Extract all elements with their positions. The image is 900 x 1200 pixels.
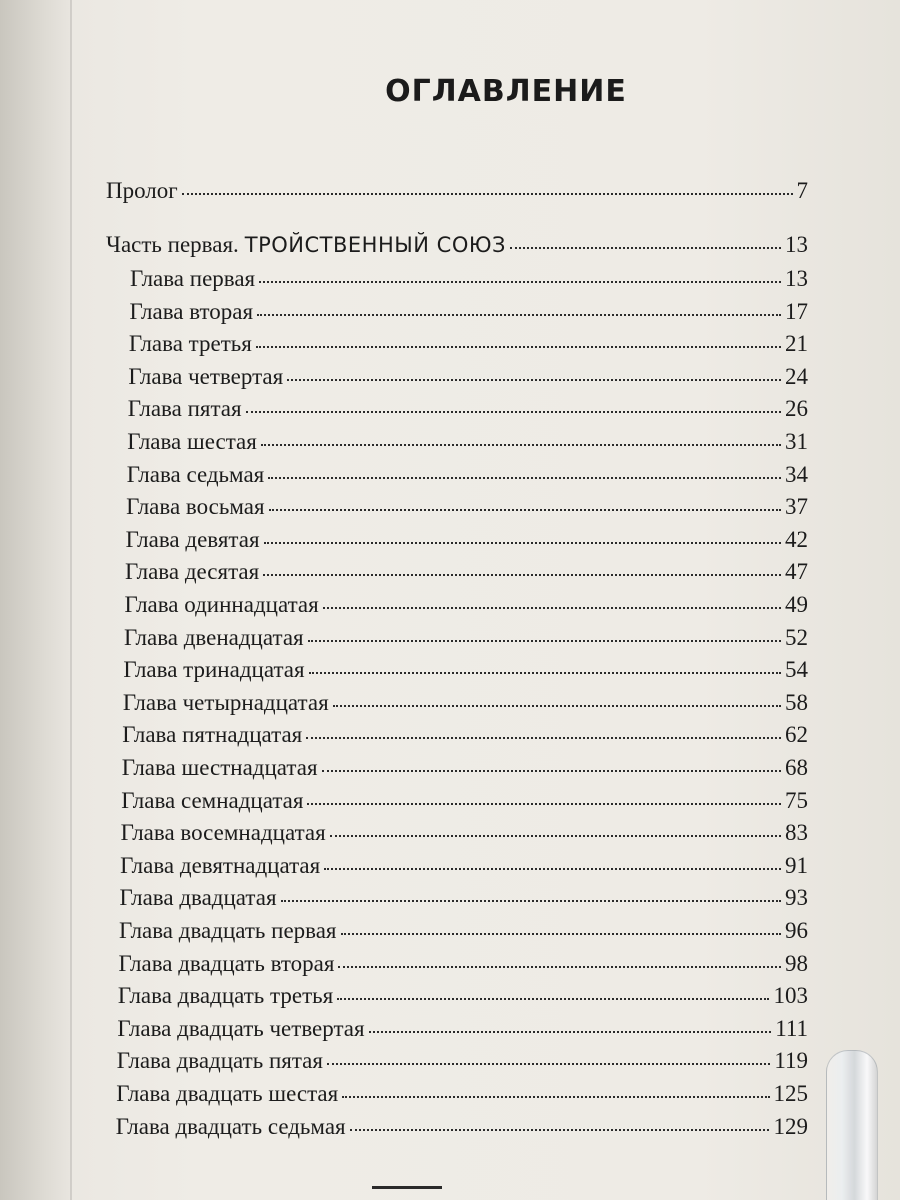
toc-entry-label	[129, 331, 252, 357]
toc-entry-label	[128, 396, 242, 422]
toc-page-number: 129	[773, 1113, 808, 1139]
toc-entry-label	[116, 1114, 346, 1140]
page-gutter	[0, 0, 72, 1200]
toc-entry-label	[122, 755, 318, 781]
toc-entry-text: Глава двадцатая	[119, 885, 277, 911]
toc-page-number: 111	[775, 1015, 808, 1041]
toc-dot-leader	[256, 346, 781, 348]
toc-dot-leader	[263, 574, 781, 576]
toc-page-number: 58	[784, 689, 808, 715]
toc-dot-leader	[269, 509, 781, 511]
toc-entry	[126, 527, 808, 559]
toc-entry-label	[130, 266, 255, 292]
toc-entry-text: Глава одиннадцатая	[124, 592, 319, 617]
toc-dot-leader	[268, 477, 781, 479]
toc-dot-leader	[309, 672, 781, 674]
toc-dot-leader	[264, 542, 781, 544]
toc-page-number: 119	[774, 1048, 808, 1074]
toc-entry	[130, 266, 808, 298]
toc-entry-label	[120, 853, 320, 879]
toc-dot-leader	[337, 998, 769, 1000]
toc-page-number: 47	[784, 559, 808, 585]
toc-entry-label	[120, 885, 277, 911]
toc-page-number: 21	[784, 331, 808, 357]
toc-dot-leader	[322, 770, 781, 772]
toc-dot-leader	[306, 737, 781, 739]
toc-entry	[118, 951, 808, 983]
toc-entry-text: Глава девятая	[125, 526, 260, 552]
toc-entry-label	[123, 657, 304, 683]
toc-entry	[117, 1048, 808, 1080]
toc-entry-label	[126, 494, 264, 520]
toc-entry-text: Глава восемнадцатая	[120, 820, 326, 846]
toc-dot-leader	[259, 281, 781, 283]
toc-page-number: 103	[773, 983, 808, 1009]
toc-dot-leader	[281, 900, 781, 902]
toc-entry-label	[127, 429, 257, 455]
toc-entry	[127, 462, 808, 494]
toc-dot-leader	[510, 247, 781, 249]
toc-dot-leader	[369, 1031, 772, 1033]
toc-entry-text: Глава седьмая	[126, 461, 265, 487]
toc-entry-label	[124, 625, 304, 651]
toc-entry	[122, 755, 808, 787]
toc-page-number: 93	[784, 885, 808, 911]
footer-rule	[372, 1186, 442, 1189]
toc-entry	[119, 918, 808, 950]
toc-entry	[116, 1114, 808, 1146]
toc-page-number: 62	[784, 722, 808, 748]
toc-dot-leader	[330, 835, 781, 837]
toc-page-number: 49	[785, 592, 808, 617]
toc-entry-text: Глава вторая	[129, 298, 254, 324]
toc-page-number: 52	[784, 624, 808, 650]
toc-entry-text: Глава четырнадцатая	[122, 689, 329, 715]
toc-part-title: ТРОЙСТВЕННЫЙ СОЮЗ	[244, 233, 506, 257]
toc-dot-leader	[342, 1096, 769, 1098]
toc-entry-label	[122, 722, 302, 748]
toc-entry-label	[125, 592, 319, 618]
toc-page-number: 37	[784, 494, 808, 520]
toc-dot-leader	[323, 607, 781, 609]
toc-entry-label	[117, 1048, 323, 1074]
toc-entry-text: Глава семнадцатая	[121, 787, 304, 813]
toc-dot-leader	[327, 1063, 770, 1065]
toc-entry-label	[117, 1016, 364, 1042]
toc-entry-text: Глава двенадцатая	[123, 624, 304, 650]
toc-entry-label	[106, 178, 178, 204]
toc-entry-text: Глава пятая	[127, 396, 242, 422]
toc-entry-text: Глава шестнадцатая	[121, 755, 318, 780]
toc-entry-text: Глава пятнадцатая	[122, 722, 303, 748]
toc-page-number: 26	[784, 396, 808, 422]
toc-dot-leader	[341, 933, 781, 935]
toc-entry	[125, 559, 808, 591]
toc-entry-text: Глава тринадцатая	[123, 657, 305, 683]
toc-entry-text: Глава восьмая	[126, 494, 265, 520]
toc-entry-label	[126, 527, 260, 553]
toc-dot-leader	[308, 640, 781, 642]
toc-entry-label	[118, 951, 334, 977]
toc-entry-label	[119, 918, 337, 944]
toc-entry-text: Пролог	[106, 178, 178, 203]
toc-entry	[121, 788, 808, 820]
toc-entry-text: Глава двадцать шестая	[116, 1081, 339, 1106]
toc-entry	[122, 722, 808, 754]
plastic-bookmark	[826, 1050, 878, 1200]
toc-entry	[120, 853, 808, 885]
toc-entry-label	[118, 983, 333, 1009]
toc-dot-leader	[333, 705, 781, 707]
toc-page-number: 17	[784, 298, 808, 324]
toc-page-number: 125	[773, 1081, 808, 1106]
toc-dot-leader	[287, 379, 781, 381]
toc-page-number: 42	[784, 526, 808, 552]
toc-entry	[129, 299, 808, 331]
toc-dot-leader	[350, 1129, 770, 1131]
toc-page-number: 24	[784, 363, 808, 389]
toc-entry-text: Глава первая	[130, 266, 256, 291]
toc-page-number: 54	[784, 657, 808, 683]
toc-page-number: 31	[785, 429, 808, 454]
toc-entry	[129, 331, 808, 363]
toc-page-number: 34	[784, 461, 808, 487]
toc-entry-label	[121, 820, 326, 846]
toc-entry-label	[123, 690, 329, 716]
toc-entry	[126, 494, 808, 526]
toc-entry-label	[128, 364, 283, 390]
toc-entry	[128, 364, 808, 396]
toc-entry	[123, 657, 808, 689]
toc-page-number: 68	[785, 755, 808, 780]
toc-page-number: 75	[784, 787, 808, 813]
toc-entry-text: Глава двадцать четвертая	[117, 1015, 365, 1041]
toc-entry-text: Глава девятнадцатая	[120, 852, 321, 878]
toc-entry-text: Глава двадцать третья	[117, 983, 334, 1009]
toc-entry	[116, 1081, 808, 1113]
toc-entry-text: Часть первая.	[106, 232, 239, 257]
toc-entry-text: Глава четвертая	[128, 363, 284, 389]
toc-entry-text: Глава двадцать седьмая	[115, 1113, 346, 1139]
toc-page-number: 98	[784, 950, 808, 976]
toc-entry-text: Глава шестая	[127, 429, 257, 454]
toc-entry	[118, 983, 808, 1015]
toc-entry	[106, 232, 808, 264]
toc-heading: ОГЛАВЛЕНИЕ	[385, 74, 627, 109]
toc-dot-leader	[338, 966, 781, 968]
toc-page-number: 13	[785, 266, 808, 291]
toc-entry-label	[106, 232, 506, 258]
toc-entry-label	[125, 559, 259, 585]
toc-entry-text: Глава третья	[128, 331, 252, 357]
toc-entry-text: Глава двадцать вторая	[118, 950, 335, 976]
toc-page-number: 13	[785, 232, 808, 257]
toc-dot-leader	[307, 803, 781, 805]
book-page	[72, 0, 900, 1200]
toc-entry	[121, 820, 808, 852]
toc-entry-text: Глава двадцать пятая	[116, 1048, 323, 1074]
toc-entry	[128, 396, 808, 428]
toc-entry-text: Глава десятая	[125, 559, 260, 585]
toc-entry-label	[129, 299, 253, 325]
toc-entry	[123, 690, 808, 722]
table-of-contents	[72, 0, 900, 1200]
toc-dot-leader	[261, 444, 781, 446]
toc-entry	[106, 178, 808, 210]
toc-dot-leader	[246, 411, 781, 413]
toc-entry	[127, 429, 808, 461]
toc-entry	[117, 1016, 808, 1048]
toc-page-number: 91	[784, 852, 808, 878]
toc-entry-text: Глава двадцать первая	[119, 918, 337, 943]
toc-entry-label	[121, 788, 303, 814]
toc-entry	[125, 592, 809, 624]
toc-dot-leader	[324, 868, 781, 870]
toc-page-number: 7	[796, 178, 808, 203]
toc-entry	[120, 885, 808, 917]
toc-entry	[124, 625, 808, 657]
toc-dot-leader	[257, 314, 781, 316]
toc-entry-label	[116, 1081, 338, 1107]
toc-page-number: 83	[784, 820, 808, 846]
toc-entry-label	[127, 462, 265, 488]
toc-page-number: 96	[785, 918, 808, 943]
toc-dot-leader	[182, 193, 793, 195]
